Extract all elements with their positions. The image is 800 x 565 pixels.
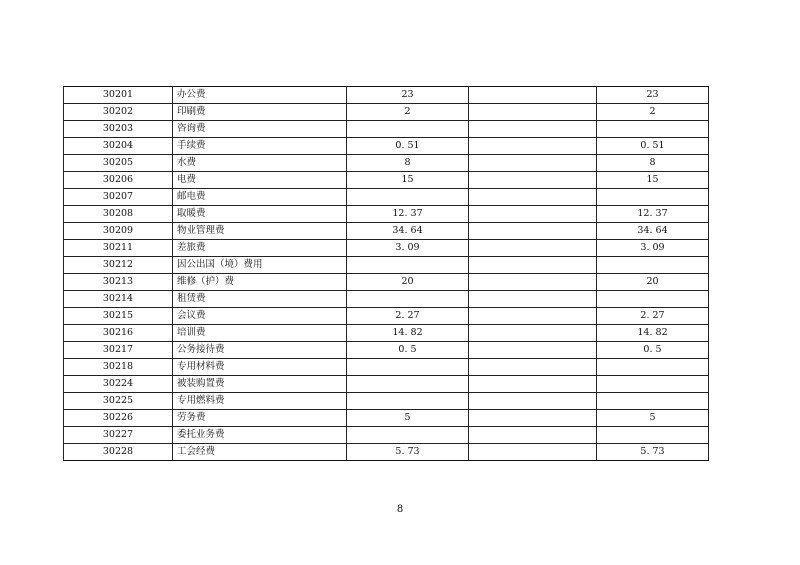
total-amount-cell: 23 (347, 87, 469, 104)
total-amount-cell (347, 376, 469, 393)
basic-amount-cell (597, 257, 709, 274)
table-row (64, 87, 709, 104)
code-cell: 30207 (64, 189, 173, 206)
basic-amount-cell (597, 427, 709, 444)
project-amount-cell (469, 257, 597, 274)
code-cell: 30211 (64, 240, 173, 257)
table-row (64, 257, 709, 274)
project-amount-cell (469, 155, 597, 172)
basic-amount-cell (597, 376, 709, 393)
code-cell: 30206 (64, 172, 173, 189)
basic-amount-cell: 12. 37 (597, 206, 709, 223)
project-amount-cell (469, 410, 597, 427)
name-cell: 因公出国（境）费用 (173, 257, 347, 274)
name-cell: 水费 (173, 155, 347, 172)
project-amount-cell (469, 444, 597, 461)
table-row (64, 291, 709, 308)
total-amount-cell: 8 (347, 155, 469, 172)
table-row (64, 138, 709, 155)
name-cell: 工会经费 (173, 444, 347, 461)
basic-amount-cell: 15 (597, 172, 709, 189)
name-cell: 物业管理费 (173, 223, 347, 240)
project-amount-cell (469, 189, 597, 206)
code-cell: 30216 (64, 325, 173, 342)
project-amount-cell (469, 138, 597, 155)
table-row (64, 342, 709, 359)
total-amount-cell (347, 121, 469, 138)
project-amount-cell (469, 240, 597, 257)
code-cell: 30227 (64, 427, 173, 444)
code-cell: 30203 (64, 121, 173, 138)
name-cell: 邮电费 (173, 189, 347, 206)
basic-amount-cell (597, 359, 709, 376)
table-row (64, 359, 709, 376)
total-amount-cell: 34. 64 (347, 223, 469, 240)
table-row (64, 325, 709, 342)
name-cell: 电费 (173, 172, 347, 189)
table-row (64, 189, 709, 206)
name-cell: 取暖费 (173, 206, 347, 223)
basic-amount-cell: 8 (597, 155, 709, 172)
total-amount-cell (347, 427, 469, 444)
name-cell: 手续费 (173, 138, 347, 155)
project-amount-cell (469, 359, 597, 376)
total-amount-cell (347, 393, 469, 410)
name-cell: 委托业务费 (173, 427, 347, 444)
name-cell: 被装购置费 (173, 376, 347, 393)
table-row (64, 308, 709, 325)
project-amount-cell (469, 342, 597, 359)
project-amount-cell (469, 376, 597, 393)
name-cell: 会议费 (173, 308, 347, 325)
page-number: 8 (396, 504, 404, 515)
table-row (64, 172, 709, 189)
table-row (64, 427, 709, 444)
basic-amount-cell (597, 291, 709, 308)
code-cell: 30201 (64, 87, 173, 104)
table-row (64, 376, 709, 393)
name-cell: 印刷费 (173, 104, 347, 121)
code-cell: 30202 (64, 104, 173, 121)
basic-amount-cell: 23 (597, 87, 709, 104)
code-cell: 30224 (64, 376, 173, 393)
project-amount-cell (469, 206, 597, 223)
code-cell: 30212 (64, 257, 173, 274)
basic-amount-cell: 5 (597, 410, 709, 427)
total-amount-cell: 2 (347, 104, 469, 121)
code-cell: 30215 (64, 308, 173, 325)
basic-amount-cell: 14. 82 (597, 325, 709, 342)
total-amount-cell: 15 (347, 172, 469, 189)
name-cell: 维修（护）费 (173, 274, 347, 291)
total-amount-cell (347, 257, 469, 274)
code-cell: 30226 (64, 410, 173, 427)
project-amount-cell (469, 291, 597, 308)
total-amount-cell (347, 359, 469, 376)
code-cell: 30217 (64, 342, 173, 359)
table-row (64, 223, 709, 240)
code-cell: 30225 (64, 393, 173, 410)
table-row (64, 155, 709, 172)
basic-amount-cell: 20 (597, 274, 709, 291)
total-amount-cell: 2. 27 (347, 308, 469, 325)
code-cell: 30208 (64, 206, 173, 223)
code-cell: 30204 (64, 138, 173, 155)
project-amount-cell (469, 274, 597, 291)
basic-amount-cell: 5. 73 (597, 444, 709, 461)
basic-amount-cell (597, 189, 709, 206)
code-cell: 30209 (64, 223, 173, 240)
name-cell: 差旅费 (173, 240, 347, 257)
table-row (64, 444, 709, 461)
project-amount-cell (469, 87, 597, 104)
name-cell: 办公费 (173, 87, 347, 104)
total-amount-cell: 14. 82 (347, 325, 469, 342)
project-amount-cell (469, 121, 597, 138)
name-cell: 租赁费 (173, 291, 347, 308)
basic-amount-cell: 0. 51 (597, 138, 709, 155)
expense-table-body (64, 87, 709, 461)
table-row (64, 274, 709, 291)
total-amount-cell: 3. 09 (347, 240, 469, 257)
total-amount-cell (347, 189, 469, 206)
total-amount-cell: 5 (347, 410, 469, 427)
project-amount-cell (469, 325, 597, 342)
basic-amount-cell: 0. 5 (597, 342, 709, 359)
code-cell: 30213 (64, 274, 173, 291)
name-cell: 公务接待费 (173, 342, 347, 359)
name-cell: 培训费 (173, 325, 347, 342)
table-row (64, 104, 709, 121)
basic-amount-cell (597, 393, 709, 410)
table-row (64, 393, 709, 410)
total-amount-cell: 20 (347, 274, 469, 291)
basic-amount-cell: 2. 27 (597, 308, 709, 325)
expense-table (63, 86, 709, 461)
code-cell: 30205 (64, 155, 173, 172)
basic-amount-cell: 34. 64 (597, 223, 709, 240)
total-amount-cell: 12. 37 (347, 206, 469, 223)
name-cell: 劳务费 (173, 410, 347, 427)
project-amount-cell (469, 393, 597, 410)
name-cell: 专用材料费 (173, 359, 347, 376)
table-row (64, 240, 709, 257)
table-row (64, 121, 709, 138)
project-amount-cell (469, 104, 597, 121)
project-amount-cell (469, 308, 597, 325)
basic-amount-cell: 2 (597, 104, 709, 121)
code-cell: 30218 (64, 359, 173, 376)
project-amount-cell (469, 427, 597, 444)
code-cell: 30228 (64, 444, 173, 461)
name-cell: 专用燃料费 (173, 393, 347, 410)
basic-amount-cell (597, 121, 709, 138)
total-amount-cell (347, 291, 469, 308)
total-amount-cell: 5. 73 (347, 444, 469, 461)
total-amount-cell: 0. 51 (347, 138, 469, 155)
code-cell: 30214 (64, 291, 173, 308)
project-amount-cell (469, 172, 597, 189)
project-amount-cell (469, 223, 597, 240)
basic-amount-cell: 3. 09 (597, 240, 709, 257)
name-cell: 咨询费 (173, 121, 347, 138)
table-row (64, 410, 709, 427)
table-row (64, 206, 709, 223)
total-amount-cell: 0. 5 (347, 342, 469, 359)
